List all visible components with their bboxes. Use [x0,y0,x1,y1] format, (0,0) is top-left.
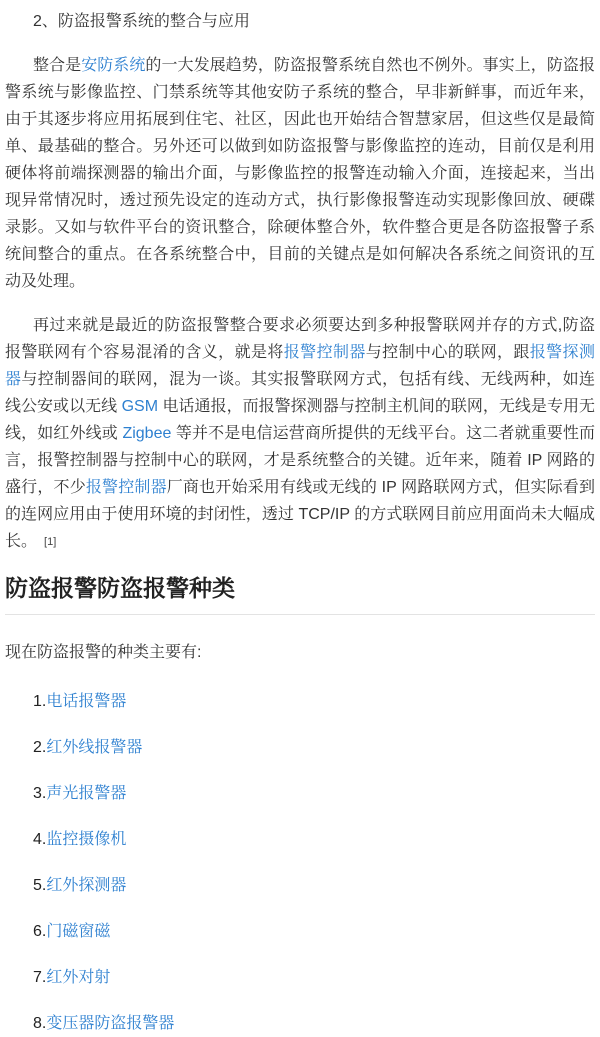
list-item-number: 2. [33,739,47,756]
alarm-type-link[interactable]: 红外探测器 [46,877,127,894]
list-item [33,918,595,945]
list-item-number: 7. [33,969,47,986]
inline-link[interactable]: 报警控制器 [85,479,167,496]
alarm-type-link[interactable]: 监控摄像机 [46,831,127,848]
alarm-types-intro: 现在防盗报警的种类主要有: [5,644,202,661]
alarm-type-link[interactable]: 声光报警器 [46,785,127,802]
inline-link[interactable]: Zigbee [122,425,172,442]
text-run: 与控制中心的联网，跟 [365,344,530,361]
inline-link[interactable]: 安防系统 [81,57,146,74]
list-item [33,1010,595,1037]
text-run: 厂商也开始采用有线或无线的 IP 网路联网方式，但实际看到的连网应用由于使用环境的封闭性，透过 TCP/IP 的方式联网目前应用面尚未大幅成长。 [5,479,595,550]
text-run: 的一大发展趋势，防盗报警系统自然也不例外。事实上，防盗报警系统与影像监控、门禁系统等其他安防子系统的整合，早非新鲜事，而近年来，由于其逐步将应用拓展到住宅、社区，因此也开始结合智慧家居，但这些仅是最简单、最基础的整合。另外还可以做到如防盗报警与影像监控的连动，目前仅是利用硬体将前端探测器的输出介面，与影像监控的报警连动输入介面，连接起来，当出现异常情况时，透过预先设定的连动方式，执行影像报警连动实现影像回放、硬碟录影。又如与软件平台的资讯整合，除硬体整合外，软件整合更是各防盗报警子系统间整合的重点。在各系统整合中，目前的关键点是如何解决各系统之间资讯的互动及处理。 [5,57,595,290]
text-run: 与控制器间的联网，混为一谈。其实报警联网方式，包括有线、无线两种，如连线公安或以无线 [5,371,595,415]
list-item [33,734,595,761]
alarm-type-link[interactable]: 红外对射 [46,969,111,986]
list-item-number: 6. [33,923,47,940]
list-item [33,688,595,715]
list-item [33,826,595,853]
inline-link[interactable]: 报警控制器 [283,344,366,361]
alarm-type-link[interactable]: 门磁窗磁 [46,923,111,940]
list-item-number: 3. [33,785,47,802]
inline-link[interactable]: GSM [121,398,159,415]
subsection-heading: 2、防盗报警系统的整合与应用 [33,13,250,30]
text-run: 等并不是电信运营商所提供的无线平台。这二者就重要性而言，报警控制器与控制中心的联网，才是系统整合的关键。近年来，随着 IP 网路的盛行，不少 [5,425,595,496]
inline-link[interactable]: 报警探测器 [5,344,595,388]
citation-ref[interactable]: [1] [44,536,57,548]
list-item [33,964,595,991]
text-run: 电话通报，而报警探测器与控制主机间的联网，无线是专用无线，如红外线或 [5,398,595,442]
text-run: 再过来就是最近的防盗报警整合要求必须要达到多种报警联网并存的方式,防盗报警联网有个容易混淆的含义，就是将 [5,317,595,361]
list-item-number: 4. [33,831,47,848]
list-item-number: 5. [33,877,47,894]
alarm-types-list [5,688,595,1037]
alarm-type-link[interactable]: 电话报警器 [46,693,127,710]
paragraph-integration [5,52,595,295]
paragraph-networking [5,312,595,556]
section-title-alarm-types: 防盗报警防盗报警种类 [5,573,595,615]
alarm-type-link[interactable]: 红外线报警器 [46,739,143,756]
list-item [33,780,595,807]
text-run: 整合是 [33,57,82,74]
list-item-number: 1. [33,693,47,710]
alarm-type-link[interactable]: 变压器防盗报警器 [46,1015,175,1032]
list-item [33,872,595,899]
list-item-number: 8. [33,1015,47,1032]
